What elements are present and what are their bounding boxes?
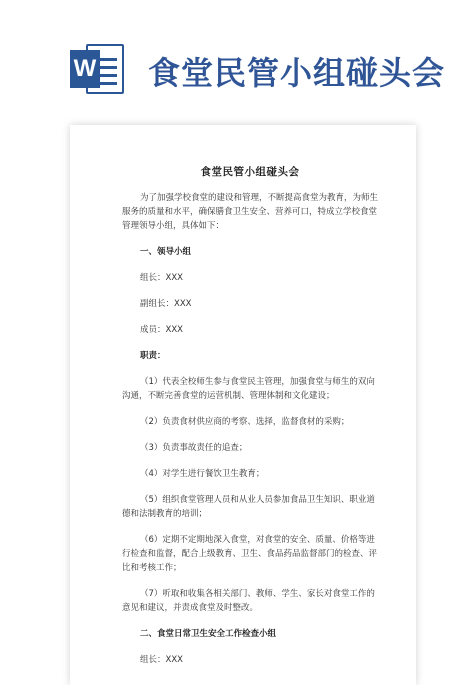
banner-title: 食堂民管小组碰头会 bbox=[148, 54, 446, 92]
members-line: 成员：XXX bbox=[140, 325, 183, 335]
word-logo-letter: W bbox=[70, 50, 100, 88]
duty-item: （5）组织食堂管理人员和从业人员参加食品卫生知识、职业道德和法制教育的培训； bbox=[122, 495, 375, 519]
document-body bbox=[122, 165, 378, 679]
document-title: 食堂民管小组碰头会 bbox=[200, 166, 300, 178]
vice-leader-line: 副组长：XXX bbox=[140, 299, 192, 309]
duty-item: （7）听取和收集各相关部门、教师、学生、家长对食堂工作的意见和建议，并责成食堂及时整改。 bbox=[122, 589, 375, 613]
duty-item: （1）代表全校师生参与食堂民主管理，加强食堂与师生的双向沟通，不断完善食堂的运营机制、管理体制和文化建设； bbox=[122, 377, 375, 401]
section-heading-leadership: 一、领导小组 bbox=[140, 247, 192, 257]
word-document-icon bbox=[70, 42, 126, 96]
intro-paragraph: 为了加强学校食堂的建设和管理，不断提高食堂为教育，为师生服务的质量和水平，确保膳食卫生安全、营养可口，特成立学校食堂管理领导小组，具体如下： bbox=[122, 193, 379, 231]
duty-item: （2）负责食材供应商的考察、选择，监督食材的采购； bbox=[140, 417, 350, 427]
leader-line: 组长：XXX bbox=[140, 273, 183, 283]
section-heading-inspection: 二、食堂日常卫生安全工作检查小组 bbox=[140, 629, 277, 639]
section2-leader-line: 组长：XXX bbox=[140, 655, 183, 665]
duty-item: （3）负责事故责任的追查； bbox=[140, 443, 248, 453]
duty-item: （6）定期不定期地深入食堂，对食堂的安全、质量、价格等进行检查和监督，配合上级教育、卫生、食品药品监督部门的检查、评比和考核工作； bbox=[122, 535, 378, 573]
duty-item: （4）对学生进行餐饮卫生教育； bbox=[140, 469, 265, 479]
header-banner bbox=[0, 0, 474, 110]
duties-heading: 职责： bbox=[140, 351, 166, 361]
document-page bbox=[70, 125, 416, 685]
